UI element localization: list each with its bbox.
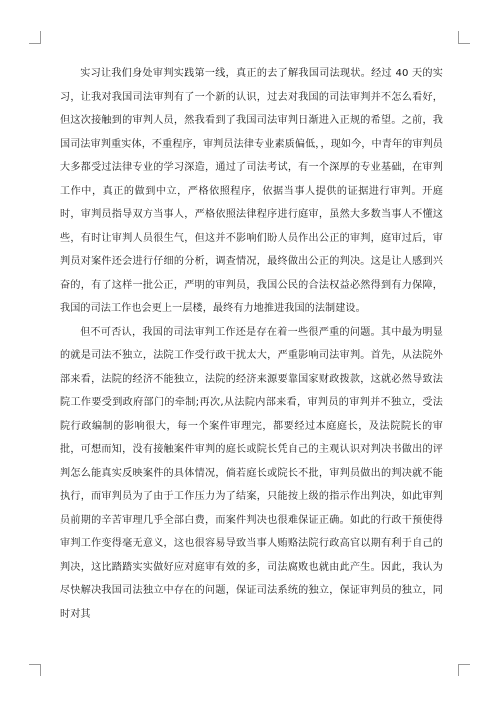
crop-mark-top-left-v (40, 31, 41, 43)
paragraph-1: 实习让我们身处审判实践第一线，真正的去了解我国司法现状。经过 40 天的实习，让我对我国司法审判有了一个新的认识，过去对我国的司法审判并不怎么看好，但这次接触到的审判人员，然我看到了我国司法审判日渐进入正规的希望。之前，我国司法审判重实体，不重程序，审判员法律专业素质偏低，，现如今，中青年的审判员大多都受过法律专业的学习深造，通过了司法考试，有一个深厚的专业基础，在审判工作中，真正的做到中立，严格依照程序，依据当事人提供的证据进行审判。开庭时，审判员指导双方当事人，严格依照法律程序进行庭审，虽然大多数当事人不懂这些，有时让审判人员很生气，但这并不影响们盼人员作出公正的审判，庭审过后，审判员对案件还会进行仔细的分析，调查情况，最终做出公正的判决。这是让人感到兴奋的，有了这样一批公正，严明的审判员，我国公民的合法权益必然得到有力保障，我国的司法工作也会更上一层楼，最终有力地推进我国的法制建设。 (60, 68, 443, 314)
crop-mark-bottom-left-v (40, 664, 41, 676)
crop-mark-bottom-right-v (458, 664, 459, 676)
paragraph-2: 但不可否认，我国的司法审判工作还是存在着一些很严重的问题。其中最为明显的就是司法不独立，法院工作受行政干扰太大，严重影响司法审判。首先，从法院外部来看，法院的经济不能独立，法院的经济来源要靠国家财政拨款，这就必然导致法院工作要受到政府部门的牵制;再次,从法院内部来看，审判员的审判并不独立，受法院行政编制的影响很大，每一个案件审理完，都要经过本庭庭长，及法院院长的审批，可想而知，没有接触案件审判的庭长或院长凭自己的主观认识对判决书做出的评判怎么能真实反映案件的具体情况，倘若庭长或院长不批，审判员做出的判决就不能执行，而审判员为了由于工作压力为了结案，只能按上级的指示作出判决，如此审判员前期的辛苦审理几乎全部白费，而案件判决也很难保证正确。如此的行政干预使得审判工作变得毫无意义，这也很容易导致当事人贿赂法院行政高官以期有利于自己的判决，这比踏踏实实做好应对庭审有效的多，司法腐败也就由此产生。因此，我认为尽快解决我国司法独立中存在的问题，保证司法系统的独立，保证审判员的独立，同时对其 (60, 326, 443, 620)
crop-mark-top-right-v (458, 31, 459, 43)
crop-mark-bottom-right-h (458, 664, 470, 665)
crop-mark-top-right-h (458, 43, 470, 44)
crop-mark-top-left-h (29, 43, 41, 44)
body-text (60, 62, 443, 626)
